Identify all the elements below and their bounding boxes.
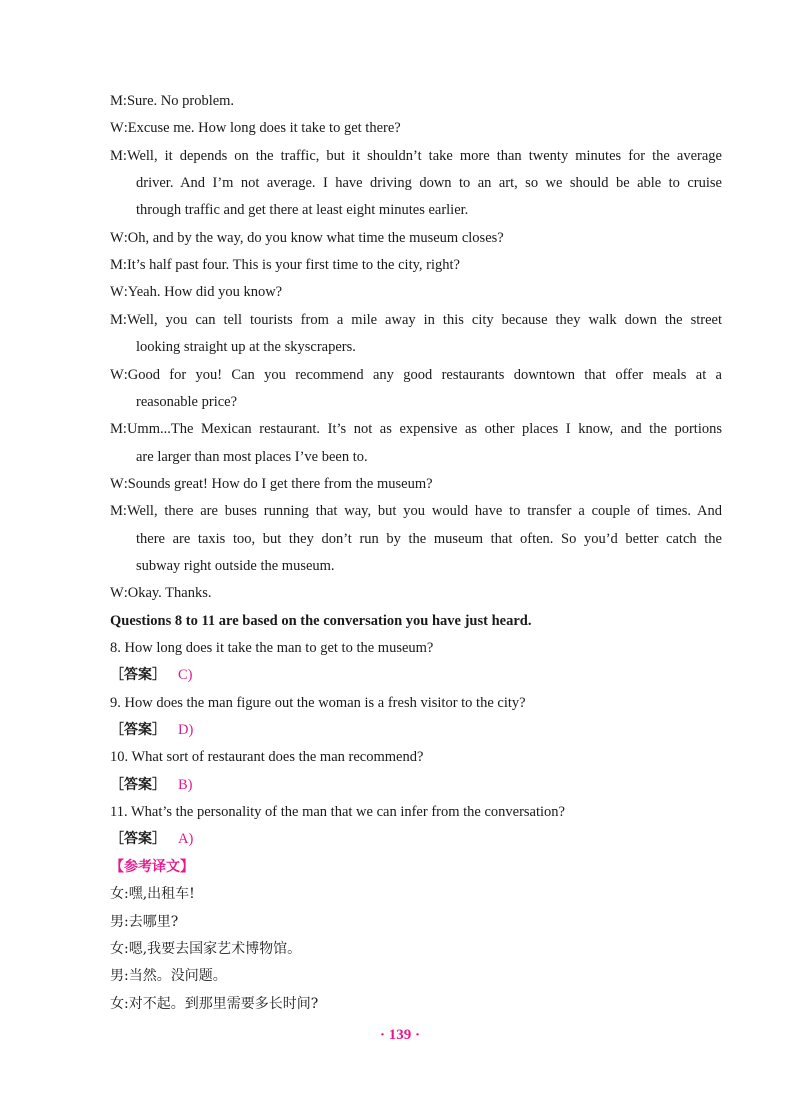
dialogue-line [136, 173, 722, 193]
answer-label: ［答案］ [110, 722, 166, 739]
speaker-colon: : [123, 120, 128, 137]
speaker-label: M [110, 93, 123, 109]
question-line: 11. What’s the personality of the man that we can infer from the conversation? [110, 804, 565, 821]
answer-value: C) [178, 667, 193, 684]
speaker-colon: : [122, 147, 127, 164]
dialogue-text: driver. And I’m not average. I have driving down to an art, so we should be able to cruise [136, 175, 722, 192]
answer-value: A) [178, 831, 194, 848]
dialogue-text: Oh, and by the way, do you know what time the museum closes? [127, 229, 504, 246]
speaker-label: W [110, 585, 124, 602]
dialogue-text: Well, you can tell tourists from a mile away in this city because they walk down the street [126, 311, 722, 328]
dialogue-text: Sure. No problem. [126, 93, 235, 109]
speaker-label: W [110, 229, 124, 246]
dialogue-text: Yeah. How did you know? [127, 284, 283, 301]
speaker-label: M [110, 421, 123, 438]
translation-line: 男:当然。没问题。 [110, 968, 227, 985]
speaker-label: W [110, 366, 124, 383]
answer-value: D) [178, 722, 194, 739]
dialogue-text: Excuse me. How long does it take to get there? [127, 120, 401, 137]
speaker-colon: : [122, 421, 127, 438]
page-number: · 139 · [379, 1027, 420, 1043]
dialogue-line [110, 118, 722, 138]
speaker-colon: : [123, 475, 128, 492]
speaker-label: M [110, 503, 123, 520]
speaker-colon: : [123, 585, 128, 602]
answer-line [110, 775, 722, 795]
dialogue-line [136, 200, 722, 220]
question-line: 9. How does the man figure out the woman is a fresh visitor to the city? [110, 694, 526, 711]
dialogue-line [136, 392, 722, 412]
dialogue-text: reasonable price? [136, 393, 238, 410]
speaker-label: M [110, 257, 123, 274]
reference-heading: 【参考译文】 [110, 858, 194, 875]
answer-label: ［答案］ [110, 776, 166, 793]
dialogue-text: there are taxis too, but they don’t run by the museum that often. So you’d better catch the [136, 530, 722, 547]
dialogue-line [110, 474, 722, 494]
dialogue-line [110, 310, 722, 330]
dialogue-line [110, 146, 722, 166]
speaker-colon: : [122, 93, 127, 109]
dialogue-line [110, 419, 722, 439]
speaker-colon: : [123, 284, 128, 301]
dialogue-text: Okay. Thanks. [127, 585, 212, 602]
speaker-colon: : [122, 311, 127, 328]
speaker-label: M [110, 147, 123, 164]
dialogue-text: through traffic and get there at least eight minutes earlier. [136, 202, 469, 219]
speaker-label: M [110, 311, 123, 328]
dialogue-line [136, 337, 722, 357]
dialogue-text: Sounds great! How do I get there from the museum? [127, 475, 433, 492]
dialogue-line [110, 91, 722, 111]
translation-line: 男:去哪里? [110, 913, 179, 930]
dialogue-line [110, 365, 722, 385]
answer-label: ［答案］ [110, 667, 166, 684]
dialogue-text: Well, it depends on the traffic, but it shouldn’t take more than twenty minutes for the average [126, 147, 722, 164]
answer-value: B) [178, 776, 193, 793]
speaker-colon: : [122, 503, 127, 520]
translation-line: 女:嗯,我要去国家艺术博物馆。 [110, 940, 302, 957]
dialogue-text: Good for you! Can you recommend any good restaurants downtown that offer meals at a [127, 366, 722, 383]
speaker-label: W [110, 284, 124, 301]
speaker-colon: : [123, 229, 128, 246]
dialogue-line [110, 255, 722, 275]
dialogue-line [110, 282, 722, 302]
dialogue-text: Well, there are buses running that way, but you would have to transfer a couple of times. And [126, 503, 722, 520]
answer-label: ［答案］ [110, 831, 166, 848]
dialogue-line [136, 447, 722, 467]
speaker-label: W [110, 475, 124, 492]
dialogue-text: are larger than most places I’ve been to. [136, 448, 368, 465]
dialogue-line [110, 501, 722, 521]
speaker-colon: : [122, 257, 127, 274]
dialogue-line [110, 583, 722, 603]
dialogue-text: It’s half past four. This is your first time to the city, right? [126, 257, 460, 274]
dialogue-text: looking straight up at the skyscrapers. [136, 339, 356, 356]
question-line: 8. How long does it take the man to get to the museum? [110, 640, 434, 656]
question-line: 10. What sort of restaurant does the man recommend? [110, 749, 424, 766]
speaker-label: W [110, 120, 124, 137]
dialogue-line [136, 529, 722, 549]
dialogue-line [110, 228, 722, 248]
questions-heading: Questions 8 to 11 are based on the conversation you have just heard. [110, 612, 532, 629]
dialogue-text: subway right outside the museum. [136, 557, 335, 574]
translation-line: 女:对不起。到那里需要多长时间? [110, 995, 319, 1012]
answer-line [110, 829, 722, 849]
translation-line: 女:嘿,出租车! [110, 886, 195, 903]
speaker-colon: : [123, 366, 128, 383]
answer-line [110, 720, 722, 740]
dialogue-text: Umm...The Mexican restaurant. It’s not as expensive as other places I know, and the portions [126, 421, 722, 438]
answer-line [110, 665, 722, 685]
dialogue-line [136, 556, 722, 576]
